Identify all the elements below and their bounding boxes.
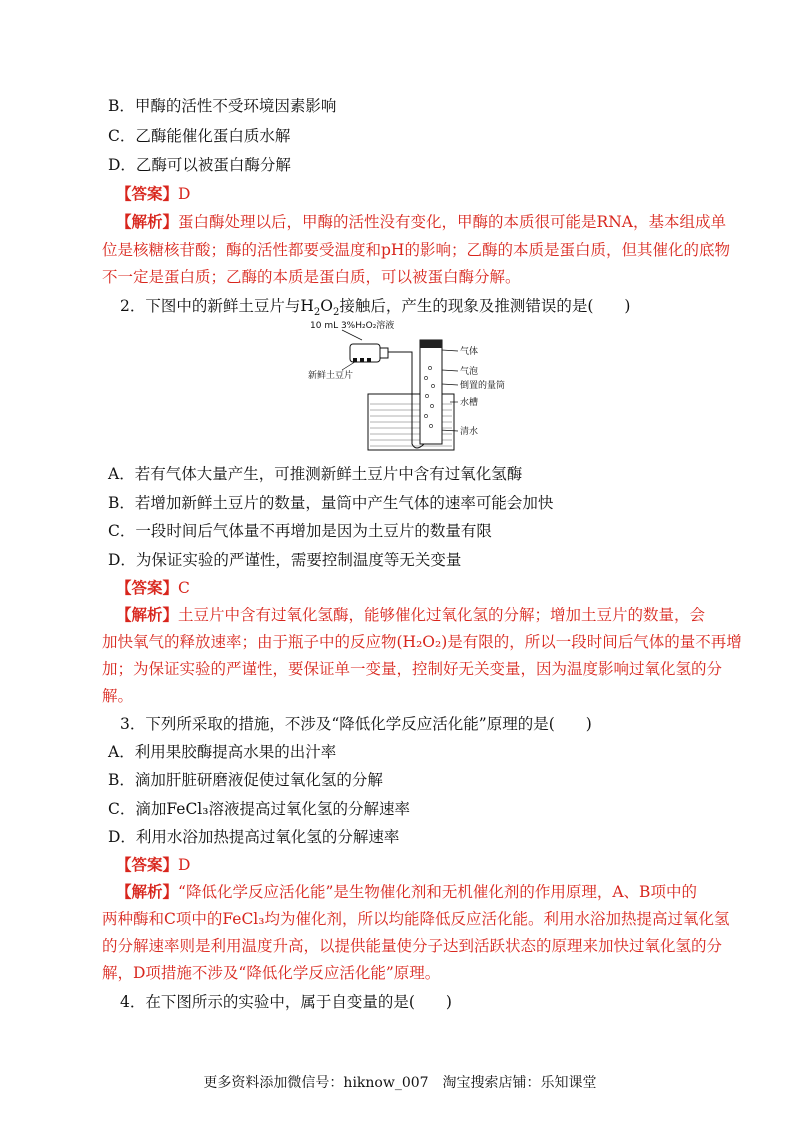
- q1-option-c: C．乙酶能催化蛋白质水解: [108, 127, 291, 145]
- q2-analysis-line-3: 加；为保证实验的严谨性，要保证单一变量，控制好无关变量，因为温度影响过氧化氢的分: [102, 660, 723, 678]
- q2-stem-part: 接触后，产生的现象及推测错误的是( ): [339, 297, 631, 315]
- pointer-line: [442, 384, 458, 385]
- analysis-tag: 【解析】: [116, 882, 179, 901]
- pointer-line: [442, 370, 458, 371]
- answer-value: C: [178, 579, 190, 597]
- q1-analysis-line-3: 不一定是蛋白质；乙酶的本质是蛋白质，可以被蛋白酶分解。: [102, 268, 521, 286]
- figure-label-gas: 气体: [460, 347, 479, 357]
- answer-tag: 【答案】: [116, 184, 179, 203]
- pointer-line: [442, 350, 458, 351]
- analysis-text: “降低化学反应活化能”是生物催化剂和无机催化剂的作用原理，A、B项中的: [178, 883, 697, 901]
- figure-label-potato: 新鲜土豆片: [308, 371, 354, 381]
- answer-value: D: [178, 185, 191, 203]
- q3-option-c: C．滴加FeCl₃溶液提高过氧化氢的分解速率: [108, 800, 410, 818]
- q2-option-b: B．若增加新鲜土豆片的数量，量筒中产生气体的速率可能会加快: [108, 494, 554, 512]
- q1-analysis-line-1: [116, 212, 726, 232]
- q1-answer: [116, 184, 190, 204]
- answer-value: D: [178, 856, 191, 874]
- experiment-figure: [300, 318, 506, 454]
- q3-analysis-line-2: 两种酶和C项中的FeCl₃均为催化剂，所以均能降低反应活化能。利用水浴加热提高过氧化氢: [102, 910, 730, 928]
- pointer-line: [342, 330, 362, 340]
- q2-analysis-line-4: 解。: [102, 687, 134, 705]
- q3-option-a: A．利用果胶酶提高水果的出汁率: [108, 743, 337, 761]
- figure-label-tank: 水槽: [460, 398, 479, 408]
- q1-option-b: B．甲酶的活性不受环境因素影响: [108, 97, 337, 115]
- analysis-tag: 【解析】: [116, 212, 179, 231]
- figure-label-h2o2: 10 mL 3%H₂O₂溶液: [310, 321, 395, 331]
- analysis-tag: 【解析】: [116, 605, 179, 624]
- q3-option-d: D．利用水浴加热提高过氧化氢的分解速率: [108, 828, 400, 846]
- q2-option-d: D．为保证实验的严谨性，需要控制温度等无关变量: [108, 551, 462, 569]
- q2-option-a: A．若有气体大量产生，可推测新鲜土豆片中含有过氧化氢酶: [108, 465, 523, 483]
- q2-analysis-line-2: 加快氧气的释放速率；由于瓶子中的反应物(H₂O₂)是有限的，所以一段时间后气体的量不再增: [102, 633, 742, 651]
- q2-stem-part: O: [320, 297, 333, 315]
- q2-analysis-line-1: [116, 605, 705, 625]
- q1-option-d: D．乙酶可以被蛋白酶分解: [108, 156, 291, 174]
- inverted-cylinder: [420, 340, 442, 444]
- page-footer: 更多资料添加微信号：hiknow_007 淘宝搜索店铺：乐知课堂: [203, 1075, 597, 1091]
- pointer-line: [440, 430, 458, 431]
- q3-analysis-line-1: [116, 882, 697, 902]
- delivery-tube: [388, 352, 424, 448]
- analysis-text: 蛋白酶处理以后，甲酶的活性没有变化，甲酶的本质很可能是RNA，基本组成单: [178, 213, 726, 231]
- cylinder-top: [420, 340, 442, 348]
- q1-analysis-line-2: 位是核糖核苷酸；酶的活性都要受温度和pH的影响；乙酶的本质是蛋白质，但其催化的底物: [102, 241, 730, 259]
- bottle-neck: [380, 348, 388, 358]
- q3-analysis-line-3: 的分解速率则是利用温度升高，以提供能量使分子达到活跃状态的原理来加快过氧化氢的分: [102, 937, 723, 955]
- q3-analysis-line-4: 解，D项措施不涉及“降低化学反应活化能”原理。: [102, 964, 441, 982]
- q3-answer: [116, 855, 190, 875]
- q2-option-c: C．一段时间后气体量不再增加是因为土豆片的数量有限: [108, 522, 492, 540]
- analysis-text: 土豆片中含有过氧化氢酶，能够催化过氧化氢的分解；增加土豆片的数量，会: [178, 606, 706, 624]
- potato-slice: [353, 358, 357, 362]
- q3-stem: 3．下列所采取的措施，不涉及“降低化学反应活化能”原理的是( ): [120, 715, 592, 733]
- figure-label-bubble: 气泡: [460, 367, 479, 377]
- q4-stem: 4．在下图所示的实验中，属于自变量的是( ): [120, 993, 452, 1011]
- figure-label-cylinder: 倒置的量筒: [460, 381, 506, 391]
- figure-label-water: 清水: [460, 427, 479, 437]
- potato-slice: [360, 358, 364, 362]
- answer-tag: 【答案】: [116, 855, 179, 874]
- q2-answer: [116, 578, 190, 598]
- answer-tag: 【答案】: [116, 578, 179, 597]
- q3-option-b: B．滴加肝脏研磨液促使过氧化氢的分解: [108, 771, 383, 789]
- potato-slice: [367, 358, 371, 362]
- q2-stem-part: 2．下图中的新鲜土豆片与H: [120, 297, 314, 315]
- q2-stem-sub: 2: [313, 307, 321, 319]
- q2-stem-sub: 2: [332, 307, 340, 319]
